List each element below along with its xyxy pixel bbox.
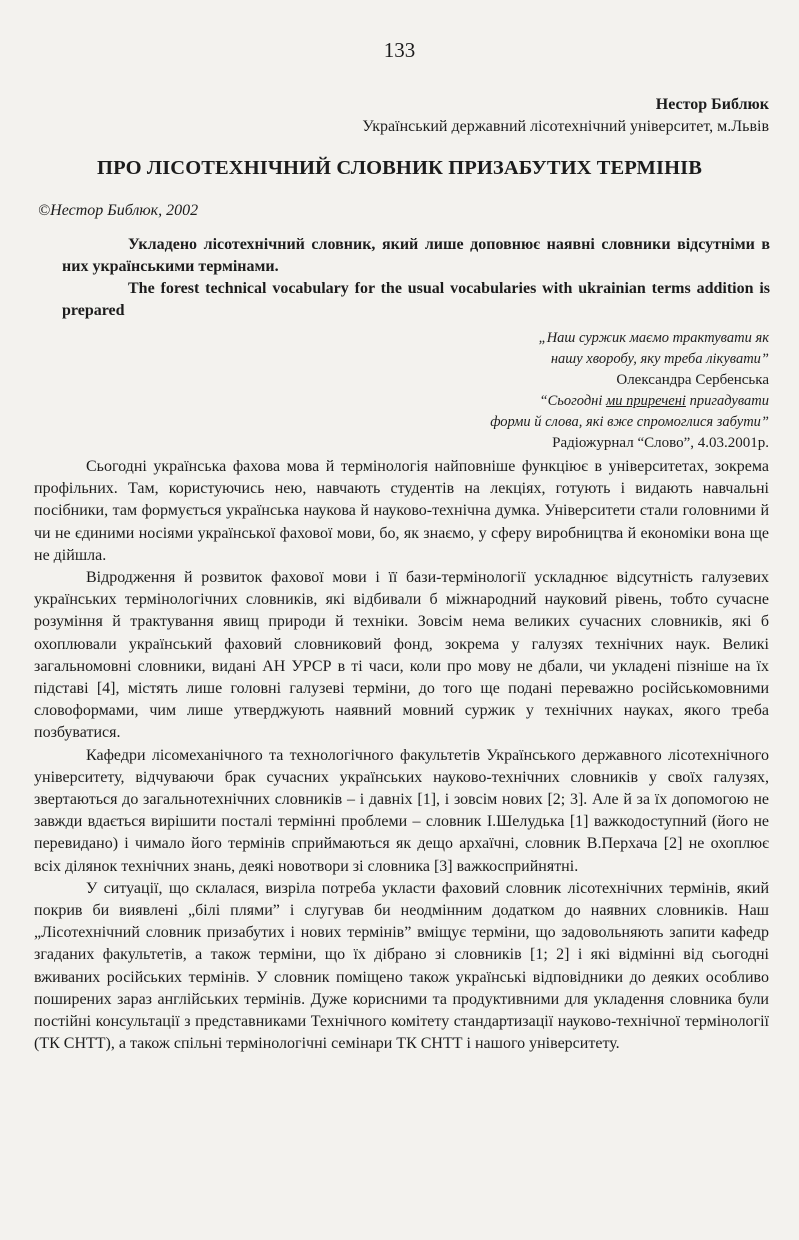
epigraph-2-source: Радіожурнал “Слово”, 4.03.2001р. <box>552 435 769 451</box>
body-paragraph-4: У ситуації, що склалася, визріла потреба укласти фаховий словник лісотехнічних термінів, який покрив би виявлені „білі плями” і слугував би неодмінним додатком до наявних словників. Наш „Лісотехнічний словник призабутих і нових термінів” вміщує терміни, що задовольняють запити кафедр згаданих факультетів, а також терміни, що їх дібрано зі словників [1; 2] і які відмінні від сьогодні вживаних російських термінів. У словник поміщено також українські відповідники до деяких особливо поширених зараз англійських термінів. Дуже корисними та продуктивними для укладення словника були постійні консультації з представниками Технічного комітету стандартизації науково-технічної термінології (ТК СНТТ), а також спільні термінологічні семінари ТК СНТТ і нашого університету. <box>34 879 769 1053</box>
article-body <box>34 456 769 1055</box>
abstract <box>62 234 770 322</box>
body-paragraph-2: Відродження й розвиток фахової мови і її бази-термінології ускладнює відсутність галузевих українських термінологічних словників, які відбивали б міжнародний науковий рівень, тобто сучасне розуміння й трактування явищ природи й техніки. Зовсім нема великих сучасних словників, які б охоплювали український фаховий словниковий фонд, зокрема у галузях технічних наук. Великі загальномовні словники, видані АН УРСР в ті часи, коли про мову не дбали, чи укладені пізніше на їх підставі [4], містять лише головні галузеві терміни, до того ще подані переважно російськомовними словоформами, чим лише утверджують наявний мовний суржик у технічних науках, якого треба позбуватися. <box>34 569 769 742</box>
epigraph-2-quote-line2: форми й слова, які вже спромоглися забути” <box>490 414 769 430</box>
author-block <box>362 94 769 138</box>
article-title: ПРО ЛІСОТЕХНІЧНИЙ СЛОВНИК ПРИЗАБУТИХ ТЕРМІНІВ <box>97 157 702 179</box>
epigraph-1-source: Олександра Сербенська <box>616 372 769 388</box>
epigraph-1 <box>389 328 769 391</box>
epigraph-2-quote-underlined: ми приречені <box>606 393 686 409</box>
epigraph-2-quote-part1: “Сьогодні <box>539 393 607 409</box>
epigraph-1-quote-line1: „Наш суржик маємо трактувати як <box>538 330 769 346</box>
epigraph-2-quote-line1 <box>389 391 769 412</box>
body-paragraph-3: Кафедри лісомеханічного та технологічного факультетів Українського державного лісотехнічного університету, відчуваючи брак сучасних українських науково-технічних словників у своїх галузях, звертаються до загальнотехнічних словників – і давніх [1], і зовсім нових [2; 3]. Але й за їх допомогою не завжди вдається вирішити посталі термінні проблеми – словник І.Шелудька [1] важкодоступний (його не перевидано) і чимало його термінів сприймаються як дещо архаїчні, словник В.Перхача [2] не охоплює всіх ділянок технічних знань, деякі новотвори зі словника [3] важкосприйнятні. <box>34 746 769 875</box>
body-paragraph-1: Сьогодні українська фахова мова й термінологія найповніше функціює в університетах, зокрема профільних. Там, користуючись нею, навчають студентів на лекціях, готують і видають навчальні посібники, там формується українська наукова й науково-технічна думка. Університети стали головними й чи не єдиними носіями української фахової мови, бо, як знаємо, у сферу виробництва й економіки вона ще не дійшла. <box>34 458 769 564</box>
epigraph-2 <box>389 391 769 454</box>
epigraph-1-quote-line2: нашу хворобу, яку треба лікувати” <box>550 351 769 367</box>
epigraphs <box>389 328 769 454</box>
page-number: 133 <box>383 38 416 62</box>
abstract-english: The forest technical vocabulary for the usual vocabularies with ukrainian terms addition is prepared <box>62 280 770 319</box>
author-name: Нестор Библюк <box>655 96 769 113</box>
epigraph-2-quote-part2: пригадувати <box>685 393 769 409</box>
copyright-notice: ©Нестор Библюк, 2002 <box>38 202 199 219</box>
abstract-ukrainian: Укладено лісотехнічний словник, який лише доповнює наявні словники відсутніми в них українськими термінами. <box>62 236 770 275</box>
author-affiliation: Український державний лісотехнічний університет, м.Львів <box>362 118 769 135</box>
